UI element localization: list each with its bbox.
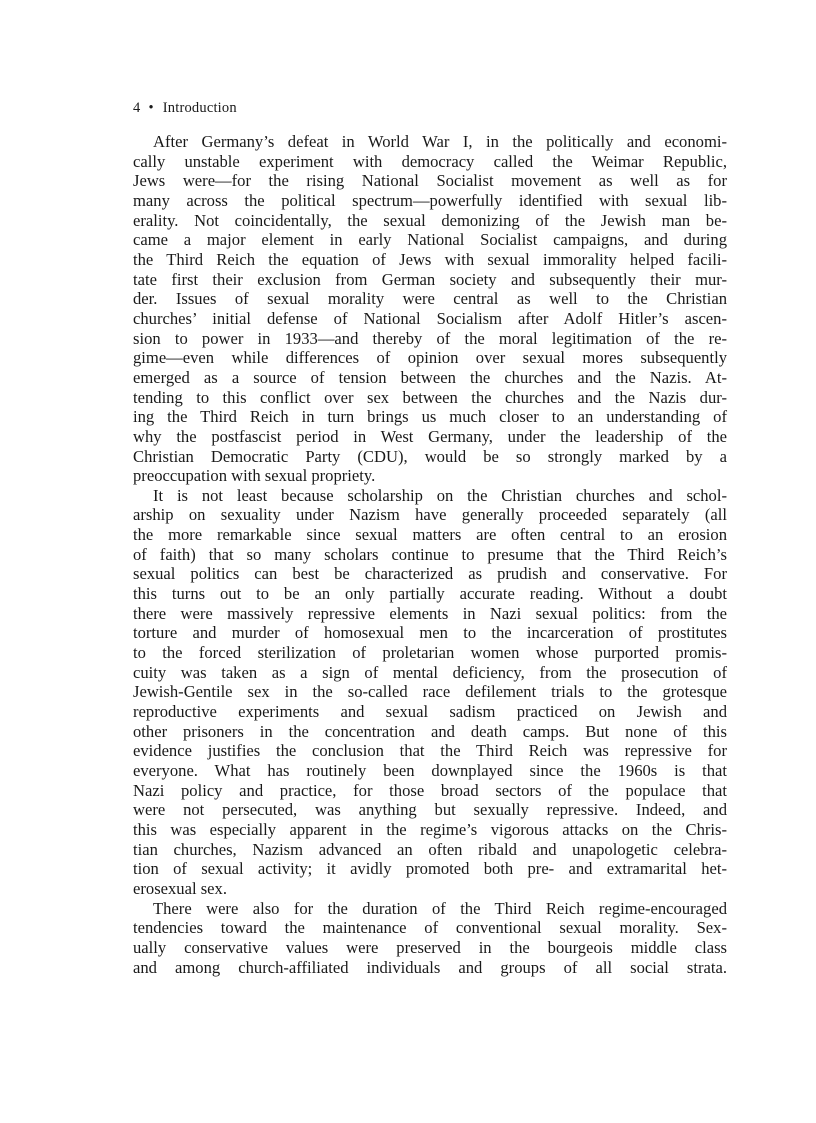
- text-line: there were massively repressive elements in Nazi sexual politics: from the: [133, 603, 727, 623]
- text-line: tendencies toward the maintenance of conventional sexual morality. Sex-: [133, 918, 727, 938]
- text-line: and among church-affiliated individuals and groups of all social strata.: [133, 957, 727, 977]
- text-line: Nazi policy and practice, for those broad sectors of the populace that: [133, 780, 727, 800]
- text-line: evidence justifies the conclusion that the Third Reich was repressive for: [133, 741, 727, 761]
- text-line: ing the Third Reich in turn brings us much closer to an understanding of: [133, 407, 727, 427]
- text-line: were not persecuted, was anything but sexually repressive. Indeed, and: [133, 800, 727, 820]
- text-line: this was especially apparent in the regime’s vigorous attacks on the Chris-: [133, 819, 727, 839]
- paragraph: [133, 132, 727, 486]
- text-line: sexual politics can best be characterized as prudish and conservative. For: [133, 564, 727, 584]
- bullet-separator: •: [148, 100, 154, 116]
- book-page: [133, 98, 727, 977]
- text-line: der. Issues of sexual morality were central as well to the Christian: [133, 289, 727, 309]
- text-line: to the forced sterilization of proletarian women whose purported promis-: [133, 643, 727, 663]
- text-line: tate first their exclusion from German society and subsequently their mur-: [133, 269, 727, 289]
- text-line: tion of sexual activity; it avidly promoted both pre- and extramarital het-: [133, 859, 727, 879]
- text-line: cuity was taken as a sign of mental deficiency, from the prosecution of: [133, 662, 727, 682]
- text-line: sion to power in 1933—and thereby of the moral legitimation of the re-: [133, 328, 727, 348]
- page-number: 4: [133, 100, 141, 116]
- section-title: Introduction: [162, 100, 237, 116]
- text-line: emerged as a source of tension between the churches and the Nazis. At-: [133, 367, 727, 387]
- text-line: tian churches, Nazism advanced an often ribald and unapologetic celebra-: [133, 839, 727, 859]
- text-line: erosexual sex.: [133, 878, 227, 898]
- text-line: of faith) that so many scholars continue to presume that the Third Reich’s: [133, 544, 727, 564]
- text-line: tending to this conflict over sex between the churches and the Nazis dur-: [133, 387, 727, 407]
- text-line: many across the political spectrum—powerfully identified with sexual lib-: [133, 190, 727, 210]
- text-line: preoccupation with sexual propriety.: [133, 466, 376, 486]
- text-line: Jews were—for the rising National Socialist movement as well as for: [133, 171, 727, 191]
- text-line: It is not least because scholarship on the Christian churches and schol-: [153, 485, 727, 505]
- text-line: the more remarkable since sexual matters are often central to an erosion: [133, 525, 727, 545]
- running-head: [133, 98, 727, 118]
- body-text: [133, 132, 727, 977]
- text-line: the Third Reich the equation of Jews with sexual immorality helped facili-: [133, 249, 727, 269]
- text-line: Jewish-Gentile sex in the so-called race defilement trials to the grotesque: [133, 682, 727, 702]
- text-line: reproductive experiments and sexual sadism practiced on Jewish and: [133, 702, 727, 722]
- text-line: There were also for the duration of the Third Reich regime-encouraged: [153, 898, 727, 918]
- text-line: erality. Not coincidentally, the sexual demonizing of the Jewish man be-: [133, 210, 727, 230]
- text-line: everyone. What has routinely been downplayed since the 1960s is that: [133, 761, 727, 780]
- text-line: torture and murder of homosexual men to the incarceration of prostitutes: [133, 623, 727, 643]
- text-line: ually conservative values were preserved in the bourgeois middle class: [133, 937, 727, 957]
- text-line: After Germany’s defeat in World War I, in the politically and economi-: [153, 132, 727, 151]
- text-line: arship on sexuality under Nazism have generally proceeded separately (all: [133, 505, 727, 525]
- text-line: gime—even while differences of opinion over sexual mores subsequently: [133, 348, 727, 368]
- text-line: Christian Democratic Party (CDU), would be so strongly marked by a: [133, 446, 727, 466]
- text-line: other prisoners in the concentration and death camps. But none of this: [133, 721, 727, 741]
- text-line: why the postfascist period in West Germany, under the leadership of the: [133, 426, 727, 446]
- text-line: churches’ initial defense of National Socialism after Adolf Hitler’s ascen-: [133, 308, 727, 328]
- text-line: came a major element in early National Socialist campaigns, and during: [133, 230, 727, 250]
- text-line: cally unstable experiment with democracy called the Weimar Republic,: [133, 151, 727, 171]
- text-line: this turns out to be an only partially accurate reading. Without a doubt: [133, 584, 727, 604]
- paragraph: [133, 899, 727, 978]
- paragraph: [133, 486, 727, 899]
